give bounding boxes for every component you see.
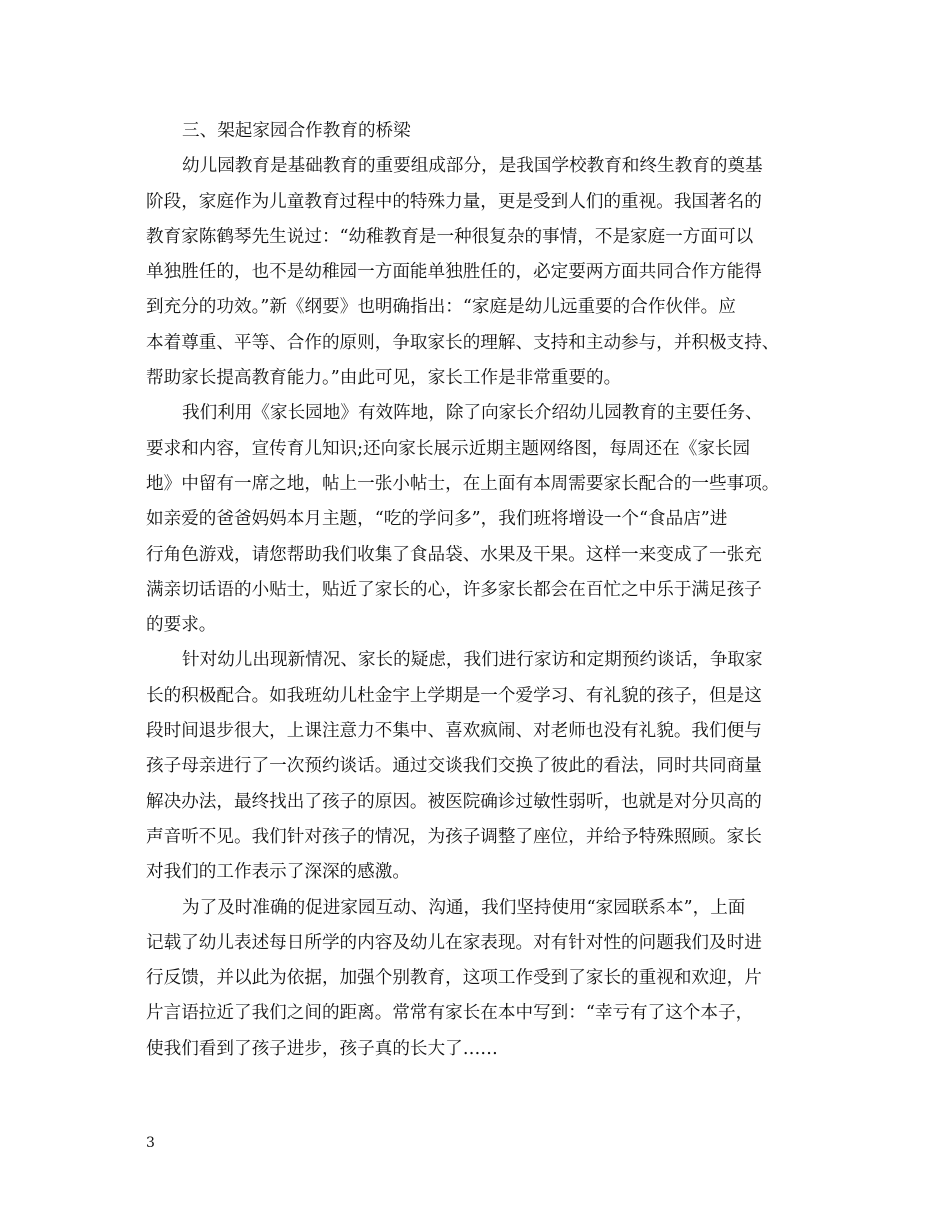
text-line: 幼儿园教育是基础教育的重要组成部分，是我国学校教育和终生教育的奠基 [182,156,763,177]
text-line: 阶段，家庭作为儿童教育过程中的特殊力量，更是受到人们的重视。我国著名的 [146,191,762,212]
text-line: 段时间退步很大，上课注意力不集中、喜欢疯闹、对老师也没有礼貌。我们便与 [146,721,762,742]
text-line: 到充分的功效。”新《纲要》也明确指出：“家庭是幼儿远重要的合作伙伴。应 [146,297,736,318]
text-line: 针对幼儿出现新情况、家长的疑虑，我们进行家访和定期预约谈话，争取家 [182,650,763,671]
text-line: 孩子母亲进行了一次预约谈话。通过交谈我们交换了彼此的看法，同时共同商量 [146,756,762,777]
text-line: 三、架起家园合作教育的桥梁 [182,121,411,141]
text-line: 如亲爱的爸爸妈妈本月主题，“吃的学问多”，我们班将增设一个“食品店”进 [146,509,728,530]
text-line: 长的积极配合。如我班幼儿杜金宇上学期是一个爱学习、有礼貌的孩子，但是这 [146,685,762,706]
text-line: 要求和内容，宣传育儿知识;还向家长展示近期主题网络图，每周还在《家长园 [146,438,751,459]
text-line: 为了及时准确的促进家园互动、沟通，我们坚持使用“家园联系本”，上面 [182,897,746,918]
text-line: 的要求。 [146,615,217,636]
text-line: 片言语拉近了我们之间的距离。常常有家长在本中写到：“幸亏有了这个本子， [146,1003,754,1024]
document-body [146,114,806,1067]
text-line: 单独胜任的，也不是幼稚园一方面能单独胜任的，必定要两方面共同合作方能得 [146,262,762,283]
text-line: 解决办法，最终找出了孩子的原因。被医院确诊过敏性弱听，也就是对分贝高的 [146,791,762,812]
text-line: 我们利用《家长园地》有效阵地，除了向家长介绍幼儿园教育的主要任务、 [182,403,763,424]
text-line: 行角色游戏，请您帮助我们收集了食品袋、水果及干果。这样一来变成了一张充 [146,544,762,565]
text-line: 满亲切话语的小贴士，贴近了家长的心，许多家长都会在百忙之中乐于满足孩子 [146,579,762,600]
text-line: 帮助家长提高教育能力。”由此可见，家长工作是非常重要的。 [146,368,622,389]
text-line: 声音听不见。我们针对孩子的情况，为孩子调整了座位，并给予特殊照顾。家长 [146,826,762,847]
text-line: 地》中留有一席之地，帖上一张小帖士，在上面有本周需要家长配合的一些事项。 [146,473,780,494]
text-line: 使我们看到了孩子进步，孩子真的长大了…… [146,1038,498,1059]
text-line: 对我们的工作表示了深深的感激。 [146,862,410,883]
text-line: 记载了幼儿表述每日所学的内容及幼儿在家表现。对有针对性的问题我们及时进 [146,932,762,953]
text-line: 行反馈，并以此为依据，加强个别教育，这项工作受到了家长的重视和欢迎，片 [146,968,762,989]
page-number: 3 [146,1135,155,1151]
text-line: 教育家陈鹤琴先生说过：“幼稚教育是一种很复杂的事情，不是家庭一方面可以 [146,226,754,247]
text-line: 本着尊重、平等、合作的原则，争取家长的理解、支持和主动参与，并积极支持、 [146,332,780,353]
